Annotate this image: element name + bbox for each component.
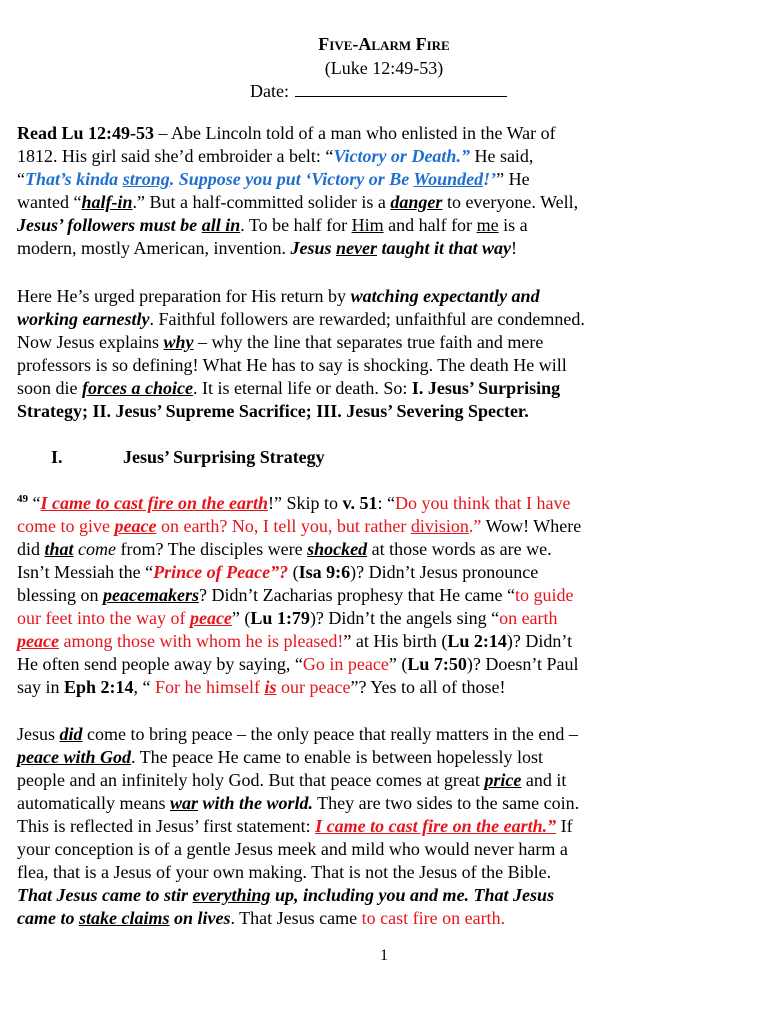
- text-line: [17, 168, 755, 191]
- text-run: – Abe Lincoln told of a man who enlisted in the War of: [154, 123, 556, 143]
- quote-run: Do you think that I have: [395, 493, 571, 513]
- text-run: and it: [521, 770, 567, 790]
- text-line: [17, 354, 755, 377]
- text-run: automatically means: [17, 793, 170, 813]
- text-line: [17, 492, 755, 515]
- text-run: and half for: [383, 215, 477, 235]
- text-run: ? Didn’t Zacharias prophesy that He came “: [198, 585, 516, 605]
- text-line: [17, 815, 755, 838]
- verse-ref: Lu 2:14: [447, 631, 507, 651]
- quote-run: peace: [114, 516, 157, 536]
- text-line: [17, 122, 755, 145]
- emphasis-run: price: [484, 770, 522, 790]
- quote-run: Prince of Peace”?: [153, 562, 289, 582]
- text-line: [17, 838, 755, 861]
- text-run: ”: [231, 608, 240, 628]
- outline-run: I. Jesus’ Surprising: [411, 378, 561, 398]
- text-run: ” He: [496, 169, 530, 189]
- text-run: ”? Yes to all of those!: [350, 677, 506, 697]
- quote-run: to guide: [515, 585, 574, 605]
- text-line: [17, 400, 755, 423]
- text-run: 1812. His girl said she’d embroider a belt: “: [17, 146, 334, 166]
- text-run: Now Jesus explains: [17, 332, 164, 352]
- emphasis-run: half-in: [81, 192, 133, 212]
- emphasis-run: Jesus’ followers must be: [17, 215, 202, 235]
- quote-run: peace: [189, 608, 232, 628]
- text-run: He often send people away by saying, “: [17, 654, 303, 674]
- text-line: [17, 723, 755, 746]
- emphasis-run: everything: [192, 885, 271, 905]
- text-run: )? Didn’t the angels sing “: [309, 608, 500, 628]
- underline-run: Him: [351, 215, 384, 235]
- verse-ref: Lu 1:79: [250, 608, 310, 628]
- emphasis-run: war: [169, 793, 198, 813]
- text-run: Jesus: [17, 724, 60, 744]
- text-run: (: [239, 608, 251, 628]
- text-line: [17, 237, 755, 260]
- peace-paragraph: [17, 723, 755, 930]
- quote-run: That’s kinda: [25, 169, 123, 189]
- text-run: from? The disciples were: [116, 539, 308, 559]
- quote-run: Wounded: [413, 169, 484, 189]
- quote-run: our feet into the way of: [17, 608, 190, 628]
- text-run: “: [28, 493, 41, 513]
- text-line: [17, 884, 755, 907]
- verse-ref: Lu 7:50: [407, 654, 467, 674]
- text-run: )? Doesn’t Paul: [466, 654, 579, 674]
- outline-run: Strategy; II. Jesus’ Supreme Sacrifice; III. Jesus’ Severing Specter.: [17, 401, 529, 421]
- quote-run: among those with whom he is pleased!: [58, 631, 344, 651]
- text-line: [17, 561, 755, 584]
- quote-run: !’: [483, 169, 497, 189]
- quote-run: on earth: [499, 608, 558, 628]
- text-line: [17, 792, 755, 815]
- emphasis-run: that: [44, 539, 74, 559]
- text-line: [17, 607, 755, 630]
- date-blank: [295, 80, 507, 97]
- emphasis-run: did: [59, 724, 83, 744]
- text-run: . To be half for: [240, 215, 352, 235]
- text-run: . That Jesus came: [230, 908, 362, 928]
- text-run: did: [17, 539, 45, 559]
- text-run: If: [556, 816, 573, 836]
- verse-ref: v. 51: [342, 493, 378, 513]
- text-run: . It is eternal life or death. So:: [192, 378, 412, 398]
- text-run: to everyone. Well,: [442, 192, 579, 212]
- text-run: is a: [498, 215, 528, 235]
- text-line: [17, 746, 755, 769]
- emphasis-run: That Jesus came to stir: [17, 885, 193, 905]
- text-run: say in: [17, 677, 64, 697]
- quote-run: come to give: [17, 516, 115, 536]
- quote-run: peace: [17, 631, 59, 651]
- verse-number: 49: [17, 493, 28, 505]
- text-run: ” (: [388, 654, 408, 674]
- verse-ref: Eph 2:14: [64, 677, 134, 697]
- emphasis-run: all in: [201, 215, 241, 235]
- emphasis-run: why: [163, 332, 194, 352]
- text-line: [17, 676, 755, 699]
- text-run: !” Skip to: [268, 493, 343, 513]
- emphasis-run: came to: [17, 908, 79, 928]
- text-run: ” at His birth (: [343, 631, 448, 651]
- emphasis-run: Jesus: [290, 238, 336, 258]
- text-line: [17, 377, 755, 400]
- text-run: soon die: [17, 378, 82, 398]
- text-line: [17, 214, 755, 237]
- reading-ref: Read Lu 12:49-53: [17, 123, 155, 143]
- text-run: . Faithful followers are rewarded; unfaithful are condemned.: [149, 309, 585, 329]
- emphasis-run: danger: [390, 192, 443, 212]
- verse-paragraph: [17, 492, 755, 699]
- emphasis-run: peacemakers: [103, 585, 199, 605]
- text-run: – why the line that separates true faith and mere: [193, 332, 544, 352]
- text-line: [17, 145, 755, 168]
- text-line: [17, 285, 755, 308]
- text-run: (: [288, 562, 299, 582]
- emphasis-run: on lives: [169, 908, 231, 928]
- text-line: [17, 907, 755, 930]
- emphasis-run: up, including you and me. That Jesus: [270, 885, 555, 905]
- text-run: , “: [133, 677, 156, 697]
- underline-run: me: [476, 215, 499, 235]
- quote-run: .”: [468, 516, 482, 536]
- quote-run: strong: [122, 169, 170, 189]
- text-run: your conception is of a gentle Jesus meek and mild who would never harm a: [17, 839, 568, 859]
- text-line: [17, 861, 755, 884]
- text-run: Here He’s urged preparation for His return by: [17, 286, 351, 306]
- text-run: )? Didn’t Jesus pronounce: [350, 562, 539, 582]
- text-run: : “: [377, 493, 396, 513]
- page-number: 1: [380, 947, 388, 964]
- emphasis-run: shocked: [307, 539, 368, 559]
- emphasis-run: taught it that way: [376, 238, 512, 258]
- intro-paragraph: [17, 122, 755, 260]
- text-run: blessing on: [17, 585, 104, 605]
- text-line: [17, 191, 755, 214]
- text-line: [17, 653, 755, 676]
- text-run: Wow! Where: [481, 516, 582, 536]
- emphasis-run: working earnestly: [17, 309, 150, 329]
- emphasis-run: come: [73, 539, 117, 559]
- text-run: This is reflected in Jesus’ first statement:: [17, 816, 316, 836]
- text-run: .” But a half-committed solider is a: [132, 192, 391, 212]
- quote-run: to cast fire on earth.: [361, 908, 506, 928]
- section-heading: [51, 446, 325, 469]
- emphasis-run: stake claims: [78, 908, 170, 928]
- text-line: [17, 584, 755, 607]
- text-line: [17, 331, 755, 354]
- text-run: come to bring peace – the only peace that really matters in the end –: [82, 724, 578, 744]
- quote-run: . Suppose you put ‘Victory or Be: [169, 169, 414, 189]
- text-run: wanted “: [17, 192, 82, 212]
- emphasis-run: never: [335, 238, 377, 258]
- text-run: professors is so defining! What He has to say is shocking. The death He will: [17, 355, 567, 375]
- quote-run: I came to cast fire on the earth: [40, 493, 268, 513]
- text-line: [17, 538, 755, 561]
- quote-run: our peace: [276, 677, 351, 697]
- verse-ref: Isa 9:6: [298, 562, 351, 582]
- quote-run: For he himself: [155, 677, 265, 697]
- quote-run: division: [410, 516, 469, 536]
- quote-run: on earth? No, I tell you, but rather: [156, 516, 411, 536]
- text-run: He said,: [469, 146, 534, 166]
- text-run: “: [17, 169, 25, 189]
- overview-paragraph: [17, 285, 755, 423]
- text-line: [17, 515, 755, 538]
- date-line: [250, 80, 507, 102]
- text-run: !: [511, 238, 518, 258]
- section-number: I.: [51, 447, 63, 467]
- text-line: [17, 769, 755, 792]
- text-run: )? Didn’t: [506, 631, 573, 651]
- emphasis-run: forces a choice: [82, 378, 193, 398]
- quote-run: Go in peace: [302, 654, 389, 674]
- emphasis-run: peace with God: [17, 747, 131, 767]
- text-run: people and an infinitely holy God. But that peace comes at great: [17, 770, 485, 790]
- emphasis-run: watching expectantly and: [350, 286, 540, 306]
- section-title: Jesus’ Surprising Strategy: [123, 447, 325, 467]
- quote-run: Victory or Death.”: [333, 146, 470, 166]
- date-label: Date:: [250, 81, 289, 101]
- scripture-reference: (Luke 12:49-53): [324, 58, 444, 78]
- text-run: Isn’t Messiah the “: [17, 562, 154, 582]
- text-line: [17, 630, 755, 653]
- quote-run: I came to cast fire on the earth.”: [315, 816, 557, 836]
- text-line: [17, 308, 755, 331]
- text-run: They are two sides to the same coin.: [313, 793, 580, 813]
- text-run: modern, mostly American, invention.: [17, 238, 291, 258]
- text-run: at those words as are we.: [367, 539, 552, 559]
- text-run: . The peace He came to enable is between hopelessly lost: [131, 747, 544, 767]
- sermon-title: Five-Alarm Fire: [318, 34, 450, 54]
- text-run: flea, that is a Jesus of your own making. That is not the Jesus of the Bible.: [17, 862, 552, 882]
- quote-run: is: [264, 677, 277, 697]
- emphasis-run: with the world.: [197, 793, 313, 813]
